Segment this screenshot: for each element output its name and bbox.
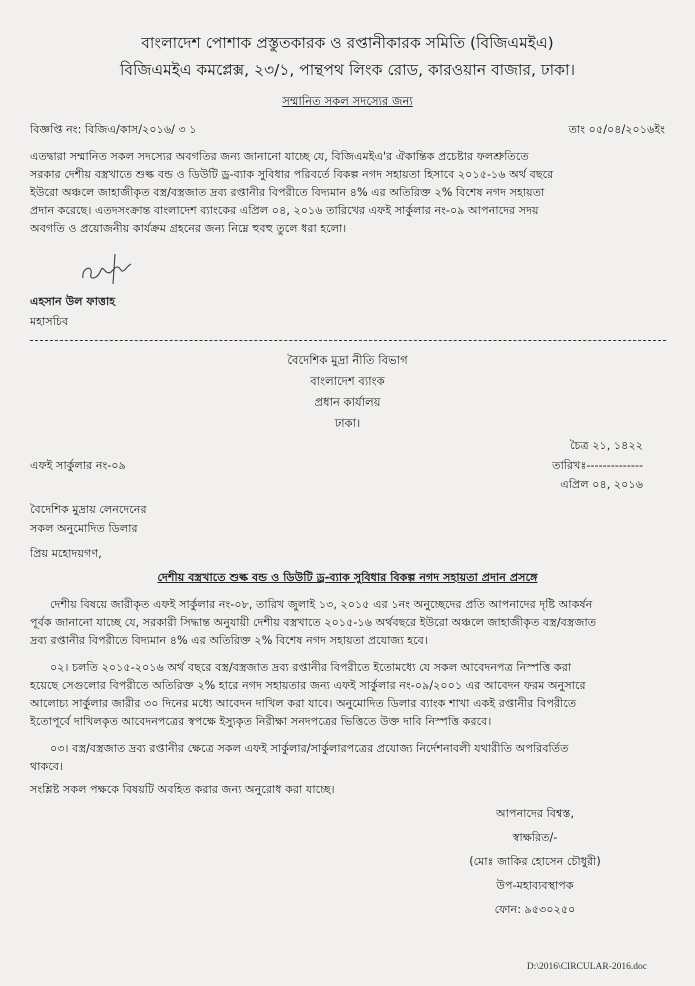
notice-body <box>30 148 666 238</box>
notice-body-line: প্রদান করেছে। এতদসংক্রান্ত বাংলাদেশ ব্যাংকের এপ্রিল ০৪, ২০১৬ তারিখের এফই সার্কুলার নং-০৯ আপনাদের সদয় <box>30 204 539 217</box>
dept-line: ঢাকা। <box>334 416 361 430</box>
notice-body-line: সরকার দেশীয় বস্ত্রখাতে শুল্ক বন্ড ও ডিউটি ড্র-ব্যাক সুবিধার পরিবর্তে বিকল্প নগদ সহায়তা হিসাবে ২০১৫-১৬ অর্থ বছরে <box>30 168 554 181</box>
file-path-footer: D:\2016\CIRCULAR-2016.doc <box>526 962 647 972</box>
paragraph-line: ০৩। বস্ত্র/বস্ত্রজাত দ্রব্য রপ্তানীর ক্ষেত্রে সকল এফই সার্কুলার/সার্কুলারপত্রের প্রযোজ্য নির্দেশনাবলী যথারীতি অপরিবর্তিত <box>50 742 569 755</box>
greeting: প্রিয় মহোদয়গণ, <box>30 547 102 560</box>
notice-body-line: অবগতি ও প্রয়োজনীয় কার্যক্রম গ্রহনের জন্য নিম্নে হুবহু তুলে ধরা হলো। <box>30 222 347 235</box>
paragraph-line: ০২। চলতি ২০১৫-২০১৬ অর্থ বছরে বস্ত্র/বস্ত্রজাত দ্রব্য রপ্তানীর বিপরীতে ইতোমধ্যে যে সকল আবেদনপত্র নিস্পত্তি করা <box>50 661 572 674</box>
signature-line: আপনাদের বিশ্বস্ত, <box>495 807 575 820</box>
signature-line: (মোঃ জাকির হোসেন চৌধুরী) <box>469 855 601 868</box>
notice-body-line: ইউরো অঞ্চলে জাহাজীকৃত বস্ত্র/বস্ত্রজাত দ্রব্য রপ্তানীর বিপরীতে বিদ্যমান ৪% এর অতিরিক্ত ২% বিশেষ নগদ সহায়তা <box>30 186 545 199</box>
paragraph-line: আলোচ্য সার্কুলার জারীর ৩০ দিনের মধ্যে আবেদন দাখিল করা যাবে। অনুমোদিত ডিলার ব্যাংক শাখা একই রপ্তানীর বিপরীতে <box>30 697 577 710</box>
english-date: এপ্রিল ০৪, ২০১৬ <box>560 478 643 491</box>
handwritten-initials <box>75 250 155 290</box>
notice-date: তাং ০৫/০৪/২০১৬ইং <box>568 123 665 136</box>
signature-line: উপ-মহাব্যবস্থাপক <box>496 879 574 892</box>
subject-line: দেশীয় বস্ত্রখাতে শুল্ক বন্ড ও ডিউটি ড্র-ব্যাক সুবিধার বিকল্প নগদ সহায়তা প্রদান প্রসঙ্গে <box>157 571 538 584</box>
signatory-name: এহসান উল ফাত্তাহ <box>30 295 116 308</box>
dept-line: প্রধান কার্যালয় <box>314 395 381 409</box>
paragraph-line: দেশীয় বিষয়ে জারীকৃত এফই সার্কুলার নং-০৮, তারিখ জুলাই ১৩, ২০১৫ এর ১নং অনুচ্ছেদের প্রতি আপনাদের দৃষ্টি আকর্ষন <box>50 598 593 611</box>
closing-line: সংশ্লিষ্ট সকল পক্ষকে বিষয়টি অবহিত করার জন্য অনুরোধ করা যাচ্ছে। <box>30 783 335 796</box>
signature-line: স্বাক্ষরিত/- <box>512 831 558 844</box>
addressee-line: সকল অনুমোদিত ডিলার <box>30 522 138 535</box>
dept-line: বৈদেশিক মুদ্রা নীতি বিভাগ <box>287 353 408 367</box>
paragraph-line: পূর্বক জানানো যাচ্ছে যে, সরকারী সিদ্ধান্ত অনুযায়ী দেশীয় বস্ত্রখাতে ২০১৫-১৬ অর্থবছরে ইউরো অঞ্চলে জাহাজীকৃত বস্ত্র/বস্ত্রজাত <box>30 616 597 629</box>
bangla-date: চৈত্র ২১, ১৪২২ <box>569 439 643 452</box>
addressee-line: বৈদেশিক মুদ্রায় লেনদেনের <box>30 503 147 516</box>
date-label: তারিখঃ-------------- <box>552 459 643 472</box>
paragraph-line: থাকবে। <box>30 760 64 773</box>
dept-line: বাংলাদেশ ব্যাংক <box>310 374 385 388</box>
paragraph-line: হয়েছে সেগুলোর বিপরীতে অতিরিক্ত ২% হারে নগদ সহায়তার জন্য এফই সার্কুলার নং-০৯/২০০১ এর আবেদন ফরম অনুসারে <box>30 679 586 692</box>
paragraph-line: ইতোপূর্বে দাখিলকৃত আবেদনপত্রের স্বপক্ষে ইস্যুকৃত নিরীক্ষা সনদপত্রের ভিত্তিতে উক্ত দাবি নিস্পত্তি করবে। <box>30 715 492 728</box>
paragraph-2 <box>30 659 666 731</box>
notice-ref: বিজ্ঞপ্তি নং: বিজিএ/কাস/২০১৬/ ৩ ১ <box>30 123 197 136</box>
paragraph-line: দ্রব্য রপ্তানীর বিপরীতে বিদ্যমান ৪% এর অতিরিক্ত ২% বিশেষ নগদ সহায়তা প্রযোজ্য হবে। <box>30 634 428 647</box>
signature-line: ফোন: ৯৫৩০২৫০ <box>494 903 576 916</box>
section-divider <box>30 340 666 341</box>
notice-body-line: এতদ্বারা সম্মানিত সকল সদস্যের অবগতির জন্য জানানো যাচ্ছে যে, বিজিএমইএ'র ঐকান্তিক প্রচেষ্টার ফলশ্রুতিতে <box>30 150 529 163</box>
paragraph-3 <box>30 740 666 776</box>
circular-number: এফই সার্কুলার নং-০৯ <box>30 459 126 472</box>
org-title: বাংলাদেশ পোশাক প্রস্তুতকারক ও রপ্তানীকারক সমিতি (বিজিএমইএ) <box>141 34 554 52</box>
paragraph-1 <box>30 596 666 650</box>
signatory-title: মহাসচিব <box>30 315 69 328</box>
salutation-title: সম্মানিত সকল সদস্যের জন্য <box>282 94 413 108</box>
org-address: বিজিএমইএ কমপ্লেক্স, ২৩/১, পান্থপথ লিংক রোড, কারওয়ান বাজার, ঢাকা। <box>119 61 576 79</box>
